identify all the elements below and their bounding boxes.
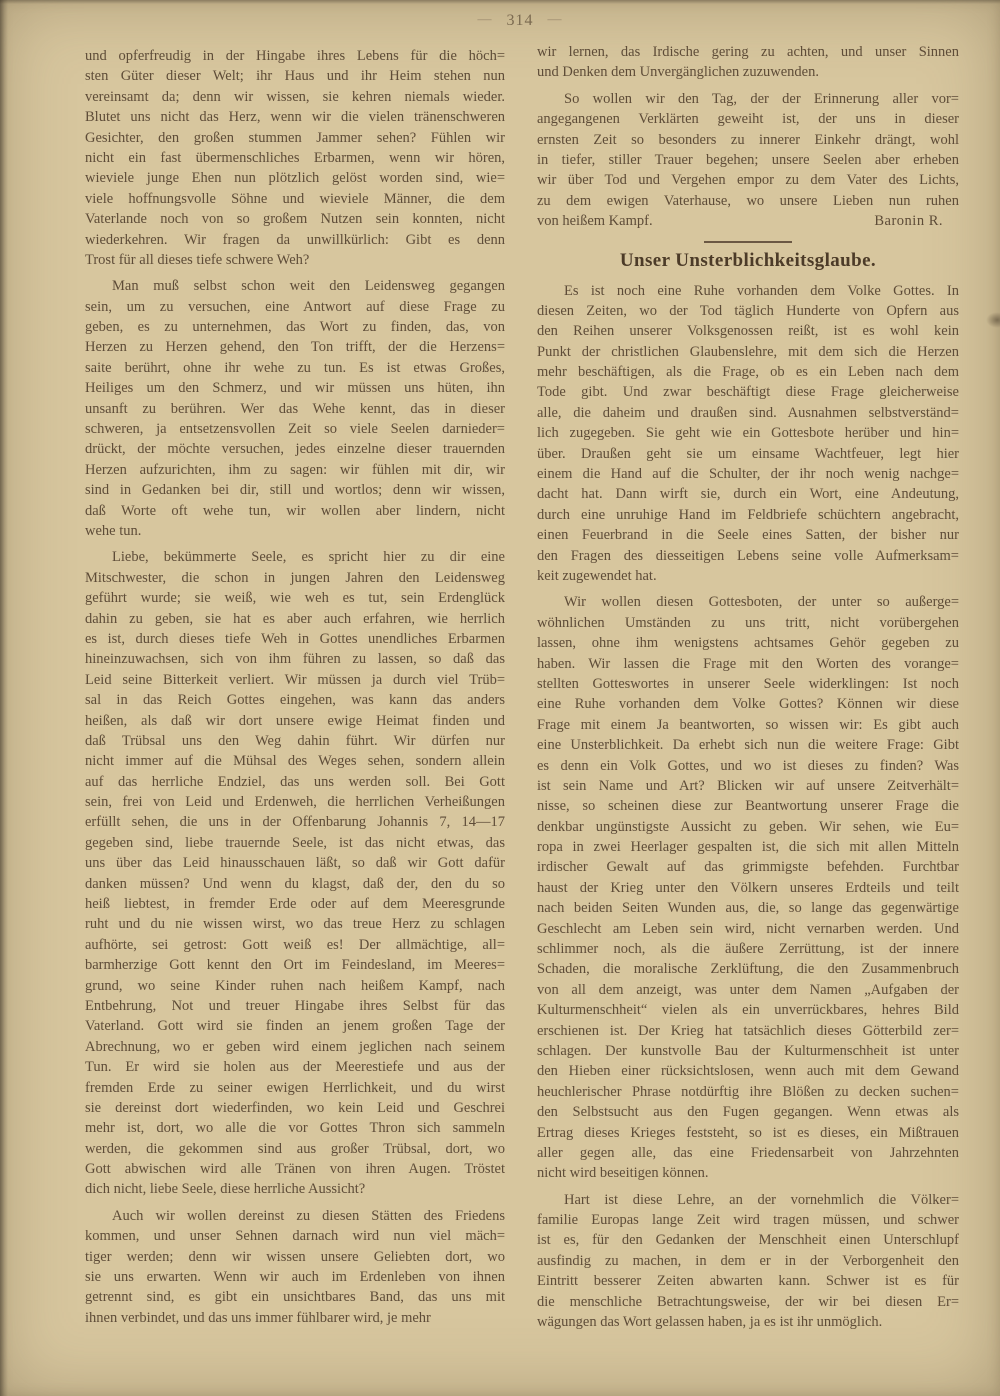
- paragraph: [537, 1190, 959, 1333]
- paragraph: [537, 281, 959, 587]
- text-line: in tiefer, stiller Trauer begehen; unsere Seelen aber erheben: [537, 151, 959, 168]
- text-line: schlimmer noch, als die äußere Zerrüttung, ist der innere: [537, 941, 959, 958]
- text-line: Punkt der christlichen Glaubenslehre, mit dem sich die Herzen: [537, 343, 959, 360]
- text-line: sind in Gedanken bei dir, still und wortlos; denn wir wissen,: [85, 482, 505, 499]
- signature-line: [537, 211, 959, 231]
- text-line: Tode gibt. Und zwar beschäftigt diese Frage gleicherweise: [537, 384, 959, 401]
- text-line: Vaterlande noch von so großem Nutzen sein konnten, nicht: [85, 211, 505, 228]
- text-line: Es ist noch eine Ruhe vorhanden dem Volke Gottes. In: [564, 282, 959, 299]
- text-line: Herzen zu Herzen gehend, den Ton trifft, der die Herzens=: [85, 339, 505, 356]
- text-line: Liebe, bekümmerte Seele, es spricht hier zu dir eine: [112, 549, 505, 566]
- text-line: Abrechnung, wo er geben wird einem jeglichen nach seinem: [85, 1038, 505, 1055]
- text-line: haben. Wir lassen die Frage mit den Worten des vorange=: [537, 655, 959, 672]
- text-line: Mitschwester, die schon in jungen Jahren den Leidensweg: [85, 569, 505, 586]
- text-line: sal in das Reich Gottes eingehen, was kann das anders: [85, 692, 505, 709]
- text-line: den Reihen unserer Volksgenossen reißt, ist es wohl kein: [537, 323, 959, 340]
- page-number: 314: [506, 12, 534, 29]
- text-line: danken müssen? Und wenn du klagst, daß der, den du so: [85, 875, 505, 892]
- text-line: sein, um zu versuchen, eine Antwort auf diese Frage zu: [85, 298, 505, 315]
- paragraph: [85, 1206, 505, 1328]
- text-line: über. Draußen geht sie um einsame Wachtfeuer, legt hier: [537, 445, 959, 462]
- text-line: sie uns erwarten. Wenn wir auch im Erdenleben von ihnen: [85, 1269, 505, 1286]
- text-line: saite berührt, ohne ihr wehe zu tun. Es ist etwas Großes,: [85, 359, 505, 376]
- text-line: barmherzige Gott kennt den Ort im Feindesland, im Meeres=: [85, 957, 505, 974]
- text-line: und Denken dem Unvergänglichen zuzuwenden.: [537, 64, 819, 81]
- text-line: wöhnlichen Umständen zu uns tritt, nicht vorübergehen: [537, 614, 959, 631]
- text-line: wir über Tod und Vergehen empor zu dem Vater des Lichts,: [537, 172, 959, 189]
- text-line: wir lernen, das Irdische gering zu achten, und unser Sinnen: [537, 44, 959, 60]
- text-line: aufhörte, sei getrost: Gott weiß es! Der allmächtige, all=: [85, 936, 505, 953]
- text-line: geführt wurde; sie weiß, wie weh es tut, sein Erdenglück: [85, 590, 505, 607]
- text-line: dich nicht, liebe Seele, diese herrliche Aussicht?: [85, 1181, 366, 1198]
- text-line: nach beiden Seiten Wunden aus, die, so lange das gegenwärtige: [537, 900, 959, 917]
- text-line: aller gegen alle, das eine Friedensarbeit von Jahrzehnten: [537, 1144, 959, 1161]
- text-line: wieviele junge Ehen nun plötzlich gelöst worden sind, wie=: [85, 170, 505, 187]
- text-line: uns über das Leid hinausschauen läßt, so daß wir Gott dafür: [85, 855, 505, 872]
- text-line: nicht immer auf die Mühsal des Weges sehen, sondern allein: [85, 753, 505, 770]
- text-line: tiger werden; denn wir wissen unsere Geliebten dort, wo: [85, 1248, 505, 1265]
- text-line: schweren, ja entsetzensvollen Zeit so viele Seelen darnieder=: [85, 421, 505, 438]
- paragraph-closing-words: von heißem Kampf.: [537, 213, 653, 230]
- text-line: erschienen ist. Der Krieg hat tatsächlich dieses Götterbild zer=: [537, 1022, 959, 1039]
- text-line: lassen, ohne ihm wenigstens achtsames Gehör gegeben zu: [537, 635, 959, 652]
- text-line: ropa in zwei Heerlager gespalten ist, die sich mit allen Mitteln: [537, 839, 959, 856]
- text-line: kommen, und unser Sehnen darnach wird nun viel mäch=: [85, 1228, 505, 1245]
- text-line: irdischer Gewalt auf das grimmigste befehden. Furchtbar: [537, 859, 959, 876]
- text-line: fremden Erde zu seiner ewigen Herrlichkeit, und du wirst: [85, 1079, 505, 1096]
- text-line: Auch wir wollen dereinst zu diesen Stätten des Friedens: [112, 1207, 505, 1224]
- text-line: familie Europas lange Zeit wird tragen müssen, und schwer: [537, 1212, 959, 1229]
- text-line: es ist, durch dieses tiefe Weh in Gottes unendliches Erbarmen: [85, 630, 505, 647]
- text-line: zu dem ewigen Vaterhause, wo unsere Lieben nun ruhen: [537, 192, 959, 209]
- text-line: hineinzuwachsen, sich von ihm führen zu lassen, so daß das: [85, 651, 505, 668]
- text-line: dahin zu geben, sie hat es aber auch erfahren, wie herrlich: [85, 610, 505, 627]
- text-line: Kulturmenschheit“ vielen als ein unverrückbares, hehres Bild: [537, 1002, 959, 1019]
- text-line: keit zugewendet hat.: [537, 567, 657, 584]
- text-line: den Fragen des diesseitigen Lebens seine volle Aufmerksam=: [537, 547, 959, 564]
- text-line: werden, die gekommen sind aus großer Trübsal, dort, wo: [85, 1140, 505, 1157]
- scan-smudge: [986, 312, 1000, 328]
- text-line: einem die Hand auf die Schulter, der ihr noch wenig nachge=: [537, 466, 959, 483]
- text-line: auf das herrliche Endziel, das uns werden soll. Bei Gott: [85, 773, 505, 790]
- header-dash-right: —: [547, 12, 563, 27]
- paragraph: [537, 42, 959, 83]
- text-line: Leid seine Bitterkeit verliert. Wir müssen ja durch viel Trüb=: [85, 671, 505, 688]
- author-signature: Baronin R.: [874, 213, 943, 230]
- text-line: Trost für all dieses tiefe schwere Weh?: [85, 251, 310, 268]
- text-line: heiß liebtest, in fremder Erde oder auf dem Meeresgrunde: [85, 896, 505, 913]
- text-line: die menschliche Betrachtungsweise, der wir bei diesen Er=: [537, 1293, 959, 1310]
- text-line: unsanft zu berühren. Wer das Wehe kennt, das in dieser: [85, 400, 505, 417]
- text-line: haust der Krieg unter den Völkern unseres Erdteils und teilt: [537, 879, 959, 896]
- text-line: ihnen verbindet, und das uns immer fühlbarer wird, je mehr: [85, 1309, 431, 1326]
- text-line: von all dem anzeigt, was unter dem Namen „Aufgaben der: [537, 981, 959, 998]
- text-line: Hart ist diese Lehre, an der vornehmlich die Völker=: [564, 1191, 959, 1208]
- text-line: Entbehrung, Not und treuer Hingabe ihres Selbst für das: [85, 997, 505, 1014]
- text-line: Tun. Er wird sie holen aus der Meerestiefe und aus der: [85, 1059, 505, 1076]
- text-line: stellten Gotteswortes in unserer Seele widerklingen: Ist noch: [537, 675, 959, 692]
- text-line: grund, wo seine Kinder ruhen nach heißem Kampf, nach: [85, 977, 505, 994]
- text-line: Herzen aufzurichten, ihm zu sagen: wir fühlen mit dir, wir: [85, 461, 505, 478]
- text-line: dacht hat. Dann wirft sie, durch ein Wort, eine Andeutung,: [537, 486, 959, 503]
- left-column: [85, 46, 505, 1328]
- text-line: Blutet uns nicht das Herz, wenn wir die vielen tränenschweren: [85, 109, 505, 126]
- paragraph: [537, 592, 959, 1183]
- text-line: ernsten Zeit so besonders zu innerer Einkehr drängt, wohl: [537, 131, 959, 148]
- text-line: ruht und du nie wissen wirst, wo das treue Herz zu schlagen: [85, 916, 505, 933]
- text-line: alle, die daheim und draußen sind. Ausnahmen selbstverständ=: [537, 404, 959, 421]
- text-line: Gesichter, den großen stummen Jammer sehen? Fühlen wir: [85, 129, 505, 146]
- text-line: durch eine unruhige Hand im Feldbriefe schüchtern angebracht,: [537, 506, 959, 523]
- text-line: mehr ist, dort, wo alle die vor Gottes Thron sich sammeln: [85, 1120, 505, 1137]
- text-line: Schaden, die moralische Zerklüftung, die den Zusammenbruch: [537, 961, 959, 978]
- text-line: gegeben sind, liebe trauernde Seele, ist das nicht etwas, das: [85, 834, 505, 851]
- text-line: heißen, als daß wir dort unsere ewige Heimat finden und: [85, 712, 505, 729]
- header-dash-left: —: [477, 12, 493, 27]
- text-line: Vaterland. Gott wird sie finden an jenem großen Tage der: [85, 1018, 505, 1035]
- section-heading: Unser Unsterblichkeitsglaube.: [619, 249, 877, 271]
- text-line: denkbar ungünstigste Aussicht zu geben. Wir sehen, wie Eu=: [537, 818, 959, 835]
- text-line: nisse, so scheinen diese zur Beantwortung unserer Frage die: [537, 798, 959, 815]
- text-line: Gott abwischen wird alle Tränen von ihren Augen. Tröstet: [85, 1161, 505, 1178]
- right-column: [537, 42, 959, 1332]
- text-line: ist es, für den Gedanken der Menschheit einen Unterschlupf: [537, 1232, 959, 1249]
- text-line: Wir wollen diesen Gottesboten, der unter so außerge=: [564, 594, 959, 611]
- text-line: mehr beschäftigen, als die Frage, ob es ein Leben nach dem: [537, 364, 959, 381]
- text-line: einen Feuerbrand in die Seele eines Satten, der bisher nur: [537, 527, 959, 544]
- text-line: schlagen. Der kunstvolle Bau der Kulturmenschheit ist unter: [537, 1042, 959, 1059]
- text-line: viele hoffnungsvolle Söhne und wieviele Männer, die dem: [85, 190, 505, 207]
- text-line: Ertrag dieses Krieges feststeht, so ist es dieses, ein Mißtrauen: [537, 1124, 959, 1141]
- text-line: eine Unsterblichkeit. Da erhebt sich nun die weitere Frage: Gibt: [537, 737, 959, 754]
- separator-rule: [704, 241, 792, 243]
- paragraph: [537, 89, 959, 232]
- scan-edge-left: [0, 0, 8, 1396]
- text-line: erfüllt sehen, die uns in der Offenbarung Johannis 7, 14—17: [85, 814, 505, 831]
- scan-edge-top: [0, 0, 1000, 4]
- text-line: den Selbstsucht aus den Fugen gegangen. Wenn etwas als: [537, 1104, 959, 1121]
- text-line: daß Trübsal uns den Weg dahin führt. Wir dürfen nur: [85, 732, 505, 749]
- text-line: den Hieben einer rücksichtslosen, wenn auch mit dem Gewand: [537, 1063, 959, 1080]
- text-line: wiederkehren. Wir fragen da unwillkürlich: Gibt es denn: [85, 231, 505, 248]
- text-line: daß Worte oft wehe tun, wir wollen aber lindern, nicht: [85, 502, 505, 519]
- text-line: sten Güter dieser Welt; ihr Haus und ihr Heim stehen nun: [85, 68, 505, 85]
- text-line: drückt, der möchte versuchen, jedes einzelne dieser trauernden: [85, 441, 505, 458]
- page-header: [40, 12, 1000, 30]
- text-line: nicht ein fast übermenschliches Erbarmen, wenn wir hören,: [85, 149, 505, 166]
- text-line: Eintritt besserer Zeiten abwarten kann. Schwer ist es für: [537, 1273, 959, 1290]
- text-line: So wollen wir den Tag, der der Erinnerung aller vor=: [564, 90, 959, 107]
- text-line: es denn ein Volk Gottes, und wo ist dieses zu finden? Was: [537, 757, 959, 774]
- text-line: getrennt sind, es gibt ein unsichtbares Band, das uns mit: [85, 1289, 505, 1306]
- text-line: sein, frei von Leid und Erdenweh, die herrlichen Verheißungen: [85, 794, 505, 811]
- text-line: angegangenen Verklärten geweiht ist, der uns in dieser: [537, 111, 959, 128]
- text-line: ist sein Name und Art? Blicken wir auf unsere Zeitverhält=: [537, 777, 959, 794]
- text-line: wehe tun.: [85, 522, 142, 539]
- text-line: eine Ruhe vorhanden dem Volke Gottes? Können wir diese: [537, 696, 959, 713]
- text-line: heuchlerischer Phrase notdürftig ihre Blößen zu decken suchen=: [537, 1083, 959, 1100]
- text-line: nicht wird beseitigen können.: [537, 1165, 709, 1182]
- text-line: ausfindig zu machen, in dem er in der Verborgenheit den: [537, 1252, 959, 1269]
- text-line: und opferfreudig in der Hingabe ihres Lebens für die höch=: [85, 48, 505, 64]
- text-line: Frage mit einem Ja beantworten, so wissen wir: Es gibt auch: [537, 716, 959, 733]
- text-line: diesen Zeiten, wo der Tod täglich Hunderte von Opfern aus: [537, 302, 959, 319]
- text-line: sie dereinst dort wiederfinden, wo kein Leid und Geschrei: [85, 1099, 505, 1116]
- text-line: vereinsamt da; denn wir wissen, sie kehren niemals wieder.: [85, 88, 505, 105]
- text-line: Heiliges um den Schmerz, und wir müssen uns hüten, ihn: [85, 380, 505, 397]
- paragraph: [85, 276, 505, 541]
- text-line: wägungen das Wort gelassen haben, ja es ist ihr unmöglich.: [537, 1314, 883, 1331]
- paragraph: [85, 46, 505, 270]
- text-line: lich zugegeben. Sie geht wie ein Gottesbote herüber und hin=: [537, 425, 959, 442]
- text-line: Geschlecht am Leben sein wird, nicht vernarben werden. Und: [537, 920, 959, 937]
- text-line: Man muß selbst schon weit den Leidensweg gegangen: [112, 278, 505, 295]
- paragraph: [85, 547, 505, 1200]
- text-line: geben, es zu unternehmen, das Wort zu finden, das, von: [85, 319, 505, 336]
